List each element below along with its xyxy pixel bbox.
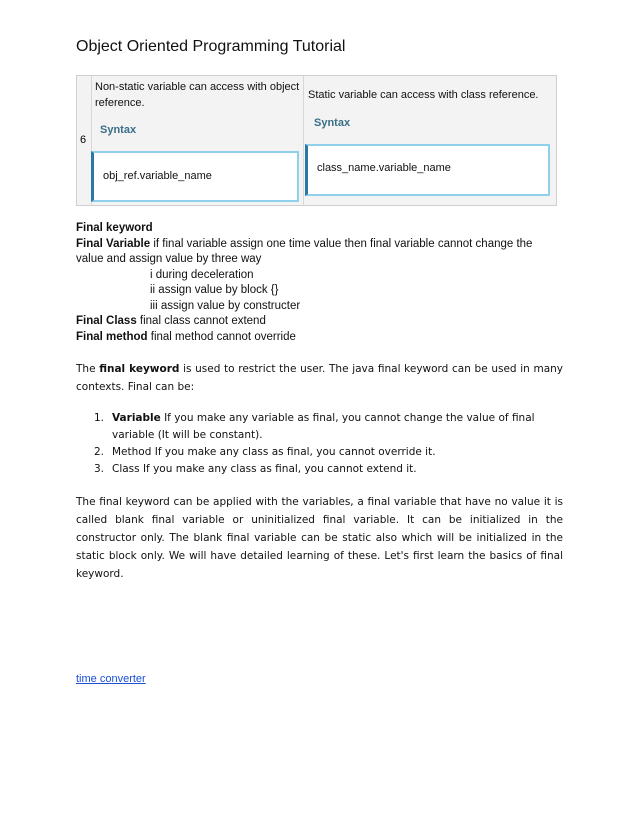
final-class-label: Final Class — [76, 315, 137, 327]
list-item-text: If you make any variable as final, you cannot change the value of final variable (It will be constant). — [112, 412, 535, 441]
way-item: i during deceleration — [150, 268, 254, 281]
left-syntax-label: Syntax — [100, 124, 137, 136]
way-item: iii assign value by constructer — [150, 299, 301, 312]
list-item-text: Class If you make any class as final, you cannot extend it. — [112, 463, 417, 475]
list-number: 2. — [94, 446, 105, 458]
intro-text: is used to restrict the user. The java final keyword can be used in many contexts. Final can be: — [76, 363, 564, 393]
left-cell-line2: reference. — [95, 97, 145, 109]
final-uses-list — [94, 410, 563, 478]
intro-paragraph — [76, 360, 563, 396]
left-cell-line1: Non-static variable can access with object — [95, 81, 300, 93]
row-number: 6 — [80, 134, 87, 146]
page-title: Object Oriented Programming Tutorial — [76, 38, 346, 55]
list-item-bold: Variable — [112, 412, 161, 424]
intro-text: The — [76, 363, 100, 375]
time-converter-link[interactable]: time converter — [76, 673, 146, 685]
list-number: 1. — [94, 412, 105, 424]
list-item — [94, 444, 563, 461]
way-item: ii assign value by block {} — [150, 284, 279, 296]
right-cell-text: Static variable can access with class reference. — [308, 89, 539, 101]
final-variable-text-cont: value and assign value by three way — [76, 253, 262, 265]
final-keyword-heading: Final keyword — [76, 222, 153, 234]
final-variable-label: Final Variable — [76, 237, 151, 250]
left-code: obj_ref.variable_name — [103, 170, 212, 182]
right-code: class_name.variable_name — [317, 162, 451, 174]
final-variable-text: if final variable assign one time value then final variable cannot change the — [150, 237, 533, 250]
list-item-text: Method If you make any class as final, you cannot override it. — [112, 446, 436, 458]
table-divider — [303, 76, 304, 205]
intro-bold-text: final keyword — [99, 363, 180, 375]
list-item — [94, 461, 563, 478]
right-syntax-label: Syntax — [314, 117, 351, 129]
left-code-box — [91, 151, 299, 202]
list-number: 3. — [94, 463, 105, 475]
right-code-box — [305, 144, 550, 196]
comparison-table — [76, 75, 557, 206]
final-class-text: final class cannot extend — [136, 315, 266, 327]
final-method-text: final method cannot override — [147, 330, 296, 343]
final-method-label: Final method — [76, 330, 148, 343]
final-notes — [76, 221, 532, 345]
list-item — [94, 410, 563, 444]
blank-final-paragraph: The final keyword can be applied with the variables, a final variable that have no value it is called blank final variable or uninitialized final variable. It can be initialized in the constructor only. The blank final variable can be static also which will be initialized in the static block only. We will have detailed learning of these. Let's first learn the basics of final keyword. — [76, 496, 563, 580]
